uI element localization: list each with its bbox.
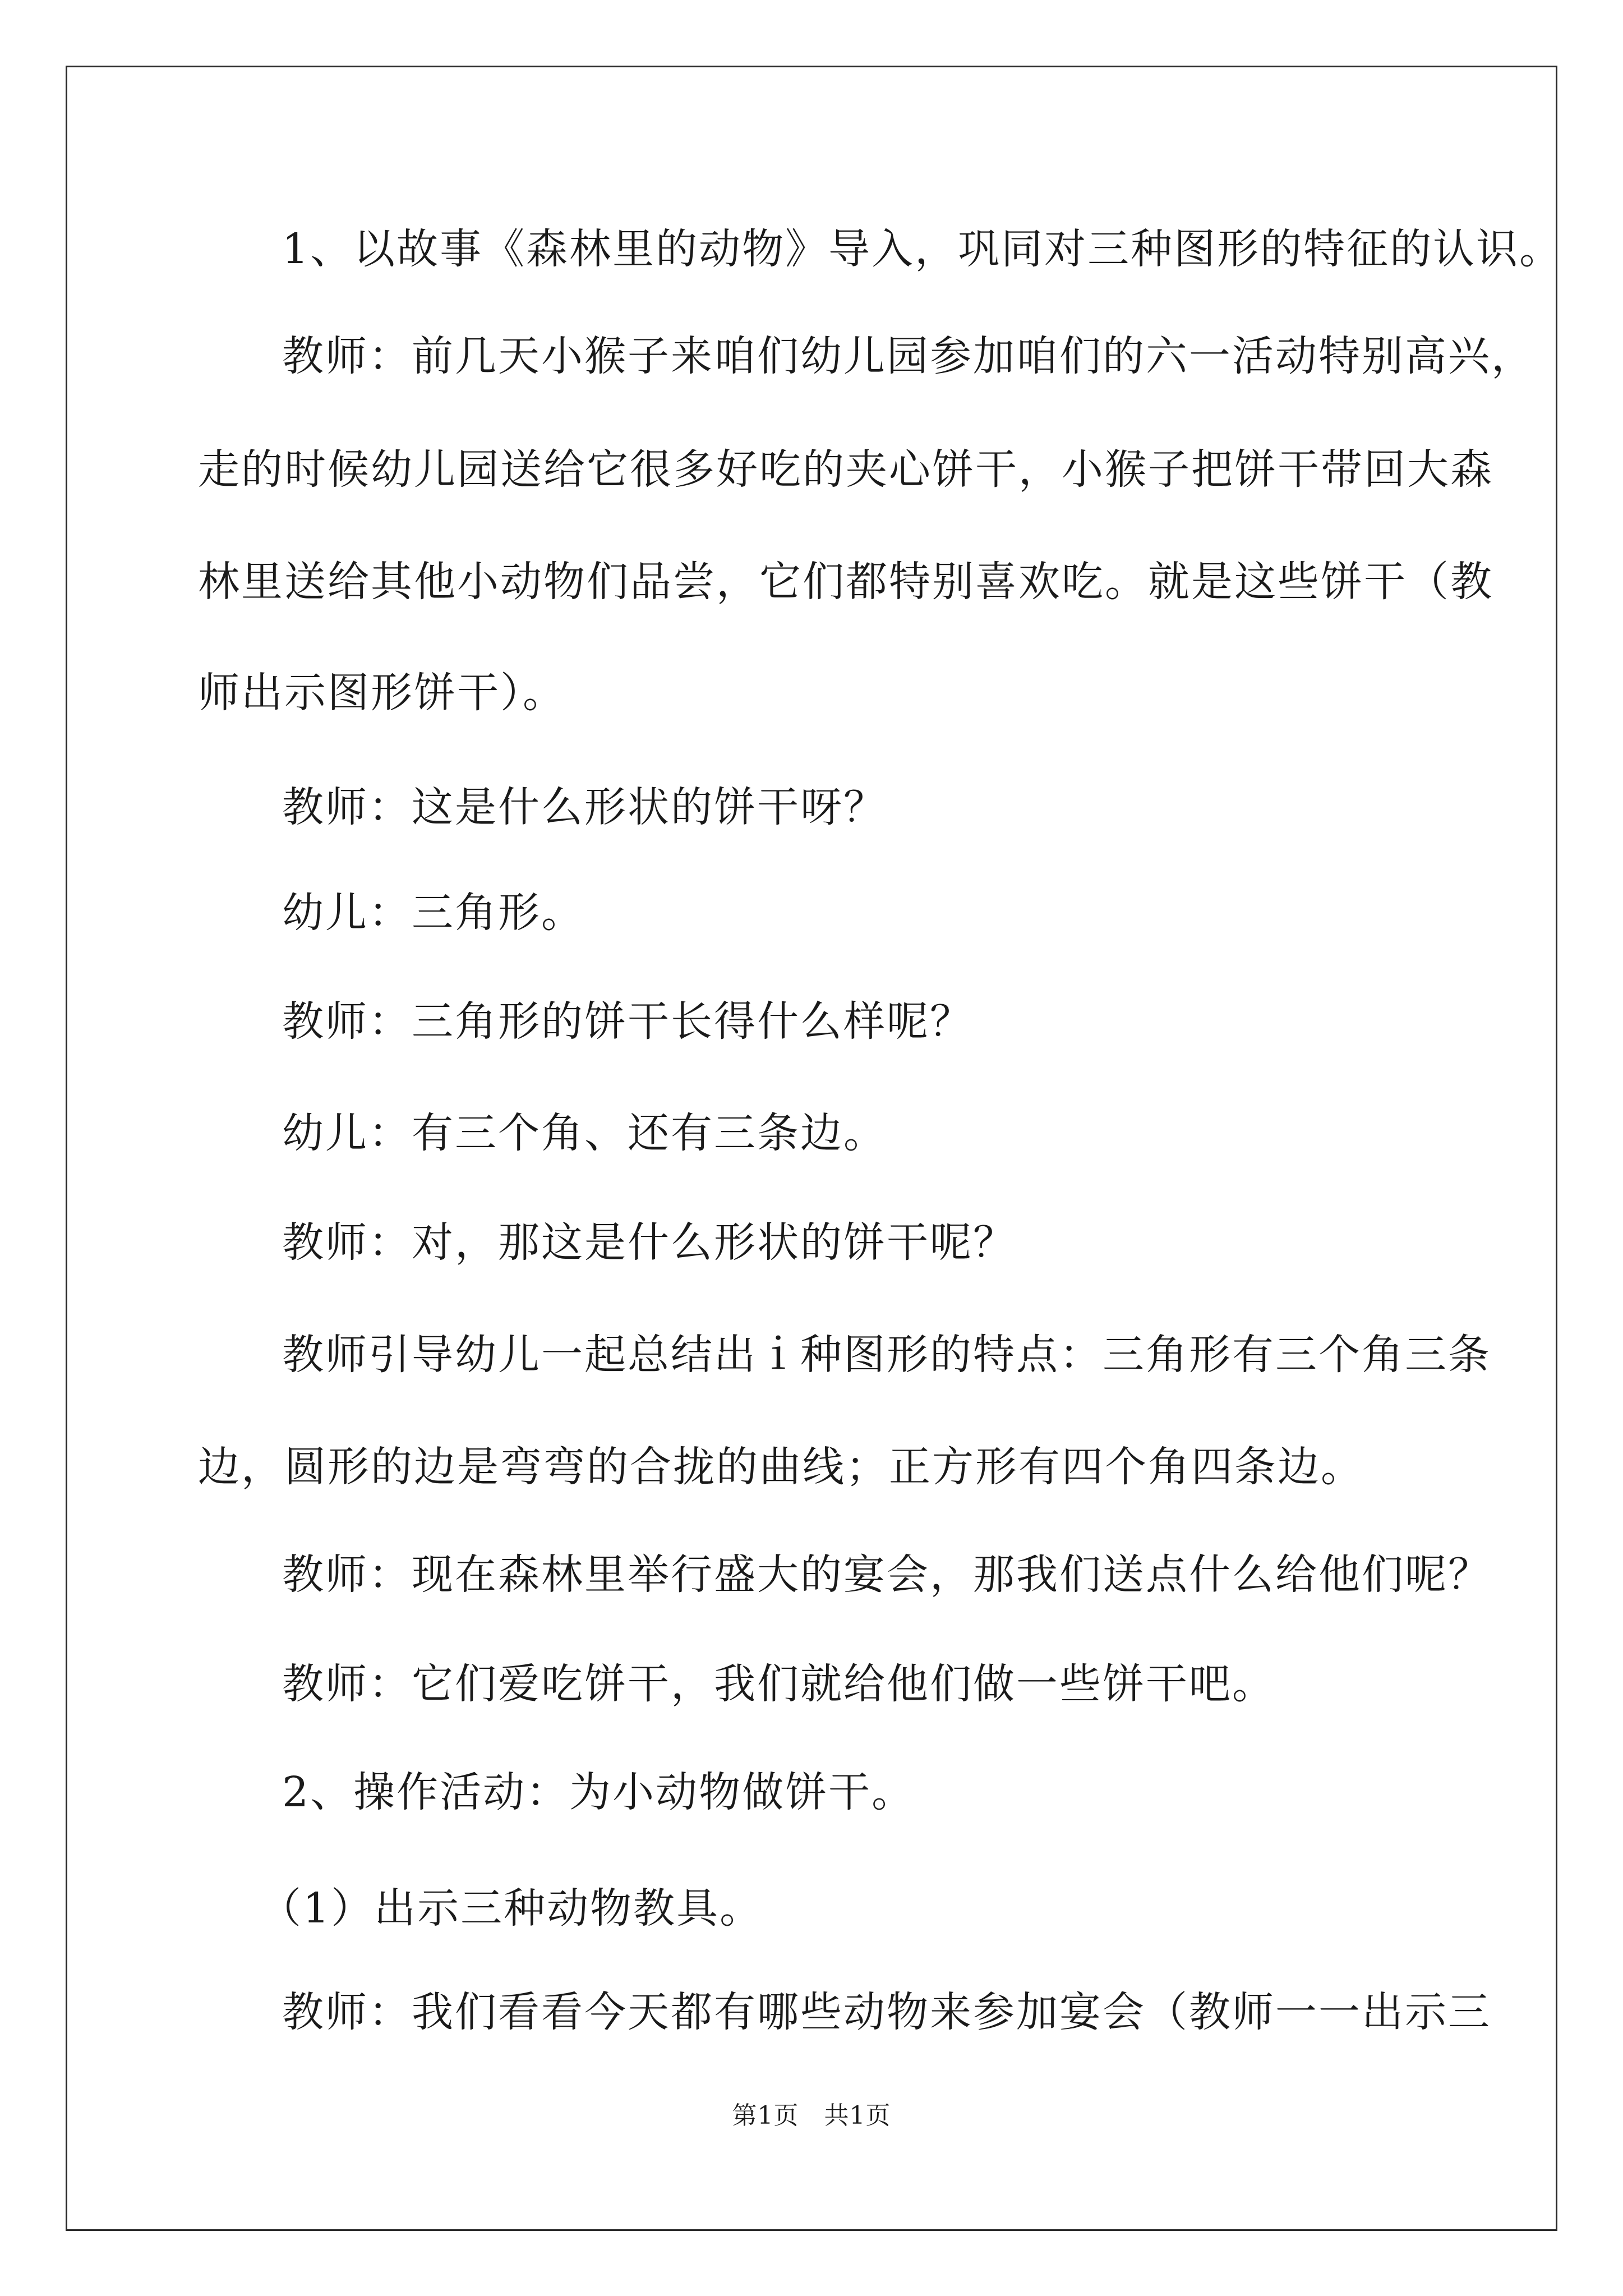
paragraph-line-7: 幼儿：三角形。	[282, 889, 584, 937]
paragraph-line-17: 教师：我们看看今天都有哪些动物来参加宴会（教师一一出示三	[282, 1988, 1491, 2036]
paragraph-line-3: 走的时候幼儿园送给它很多好吃的夹心饼干，小猴子把饼干带回大森	[198, 445, 1493, 494]
paragraph-line-10: 教师：对，那这是什么形状的饼干呢？	[282, 1218, 1016, 1267]
paragraph-line-15: 2、操作活动：为小动物做饼干。	[282, 1768, 915, 1816]
paragraph-line-16: （1）出示三种动物教具。	[260, 1884, 763, 1932]
paragraph-line-6: 教师：这是什么形状的饼干呀？	[282, 783, 887, 831]
paragraph-line-1: 1、以故事《森林里的动物》导入，巩同对三种图形的特征的认识。	[282, 225, 1563, 273]
paragraph-line-12: 边，圆形的边是弯弯的合拢的曲线；正方形有四个角四条边。	[198, 1443, 1364, 1491]
page-number-footer: 第1页 共1页	[732, 2101, 891, 2130]
paragraph-line-9: 幼儿：有三个角、还有三条边。	[282, 1109, 887, 1157]
paragraph-line-5: 师出示图形饼干）。	[198, 669, 566, 717]
paragraph-line-2: 教师：前几天小猴子来咱们幼儿园参加咱们的六一活动特别高兴，	[282, 332, 1534, 380]
paragraph-line-4: 林里送给其他小动物们品尝，它们都特别喜欢吃。就是这些饼干（教	[198, 558, 1493, 606]
paragraph-line-8: 教师：三角形的饼干长得什么样呢？	[282, 997, 973, 1046]
paragraph-line-13: 教师：现在森林里举行盛大的宴会，那我们送点什么给他们呢？	[282, 1550, 1491, 1599]
paragraph-line-14: 教师：它们爱吃饼干，我们就给他们做一些饼干吧。	[282, 1660, 1275, 1708]
paragraph-line-11: 教师引导幼儿一起总结出ｉ种图形的特点：三角形有三个角三条	[282, 1331, 1491, 1379]
